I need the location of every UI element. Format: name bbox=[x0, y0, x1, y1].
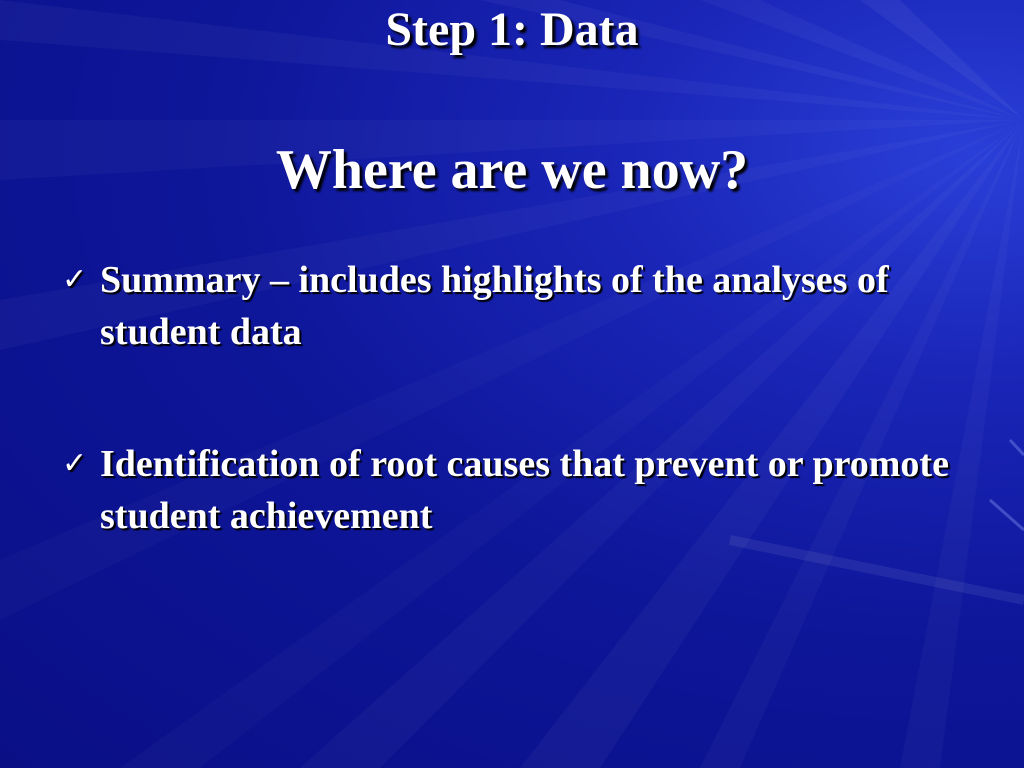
slide-title: Step 1: Data bbox=[385, 3, 639, 56]
bullet-text: Summary – includes highlights of the analyses of student data bbox=[100, 259, 889, 353]
bullet-item bbox=[62, 438, 982, 542]
checkmark-icon: ✓ bbox=[62, 262, 88, 297]
bullet-list bbox=[62, 254, 982, 622]
checkmark-icon: ✓ bbox=[62, 446, 88, 481]
bullet-text: Identification of root causes that prevent or promote student achievement bbox=[100, 443, 949, 537]
bullet-item bbox=[62, 254, 982, 358]
slide-subtitle: Where are we now? bbox=[275, 139, 749, 201]
